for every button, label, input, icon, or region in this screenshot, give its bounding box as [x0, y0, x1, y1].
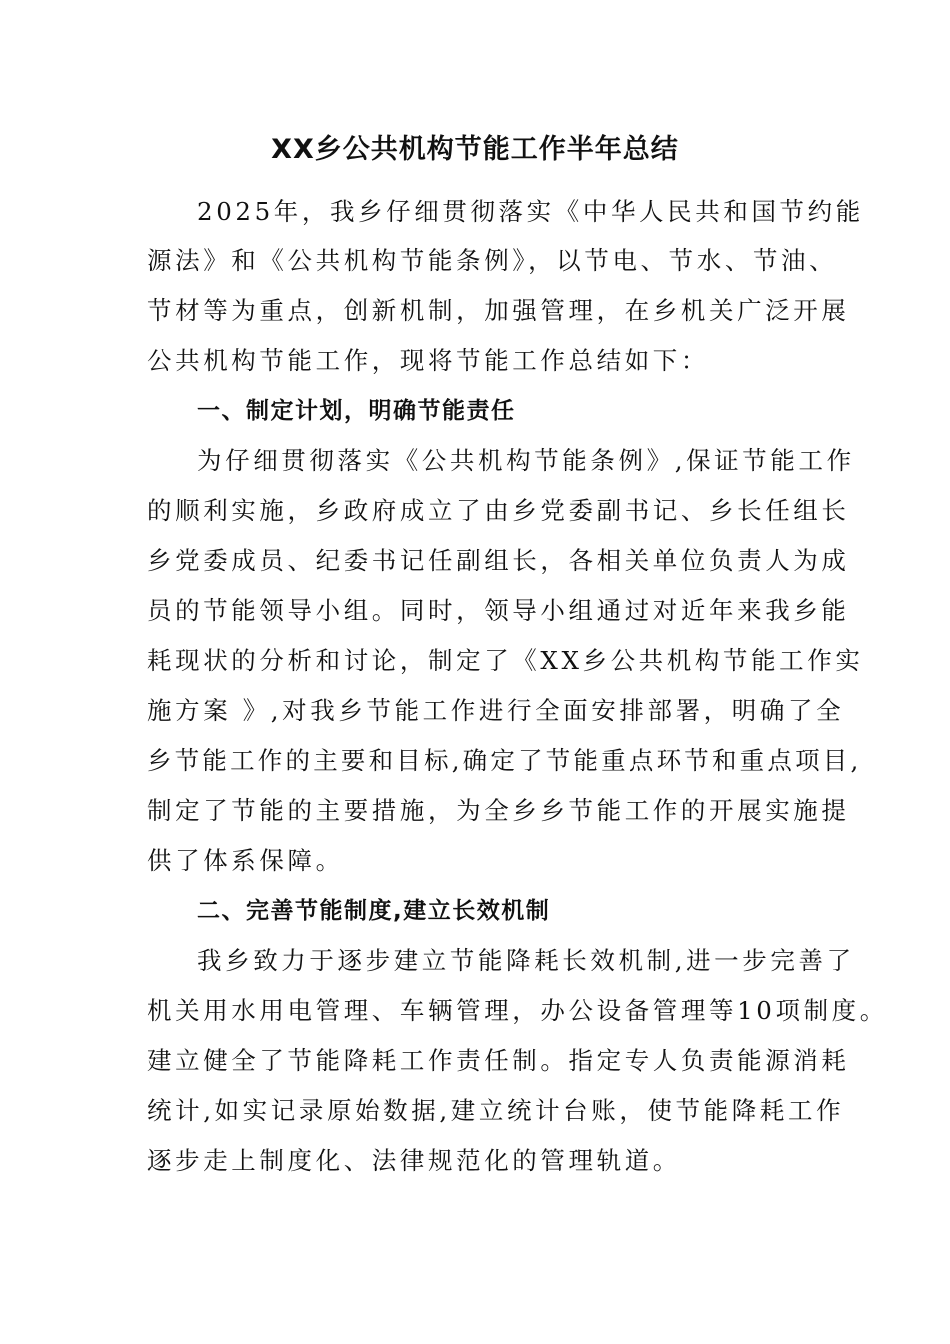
- document-title: XX乡公共机构节能工作半年总结: [271, 134, 679, 165]
- paragraph-line: 耗现状的分析和讨论，制定了《XX乡公共机构节能工作实: [147, 646, 864, 675]
- paragraph-line: 乡节能工作的主要和目标,确定了节能重点环节和重点项目,: [147, 746, 862, 775]
- paragraph-line: 源法》和《公共机构节能条例》，以节电、节水、节油、: [147, 246, 838, 275]
- paragraph-line: 的顺利实施，乡政府成立了由乡党委副书记、乡长任组长: [147, 496, 850, 525]
- paragraph-line: 员的节能领导小组。同时，领导小组通过对近年来我乡能: [147, 596, 850, 625]
- paragraph-line: 逐步走上制度化、法律规范化的管理轨道。: [147, 1146, 681, 1175]
- paragraph-line: 我乡致力于逐步建立节能降耗长效机制,进一步完善了: [197, 946, 855, 975]
- paragraph-line: 为仔细贯彻落实《公共机构节能条例》,保证节能工作: [197, 446, 855, 475]
- paragraph-line: 乡党委成员、纪委书记任副组长，各相关单位负责人为成: [147, 546, 850, 575]
- paragraph-line: 供了体系保障。: [147, 846, 344, 875]
- section-heading-2: 二、完善节能制度,建立长效机制: [197, 898, 551, 924]
- paragraph-line: 统计,如实记录原始数据,建立统计台账，使节能降耗工作: [147, 1096, 845, 1125]
- paragraph-line: 施方案 》,对我乡节能工作进行全面安排部署，明确了全: [147, 696, 845, 725]
- paragraph-line: 2025年，我乡仔细贯彻落实《中华人民共和国节约能: [197, 197, 864, 226]
- paragraph-line: 建立健全了节能降耗工作责任制。指定专人负责能源消耗: [147, 1046, 850, 1075]
- paragraph-line: 机关用水用电管理、车辆管理，办公设备管理等10项制度。: [147, 996, 888, 1025]
- paragraph-line: 制定了节能的主要措施，为全乡乡节能工作的开展实施提: [147, 796, 850, 825]
- paragraph-line: 节材等为重点，创新机制，加强管理，在乡机关广泛开展: [147, 296, 850, 325]
- paragraph-line: 公共机构节能工作，现将节能工作总结如下：: [147, 346, 709, 375]
- section-heading-1: 一、制定计划，明确节能责任: [197, 398, 516, 424]
